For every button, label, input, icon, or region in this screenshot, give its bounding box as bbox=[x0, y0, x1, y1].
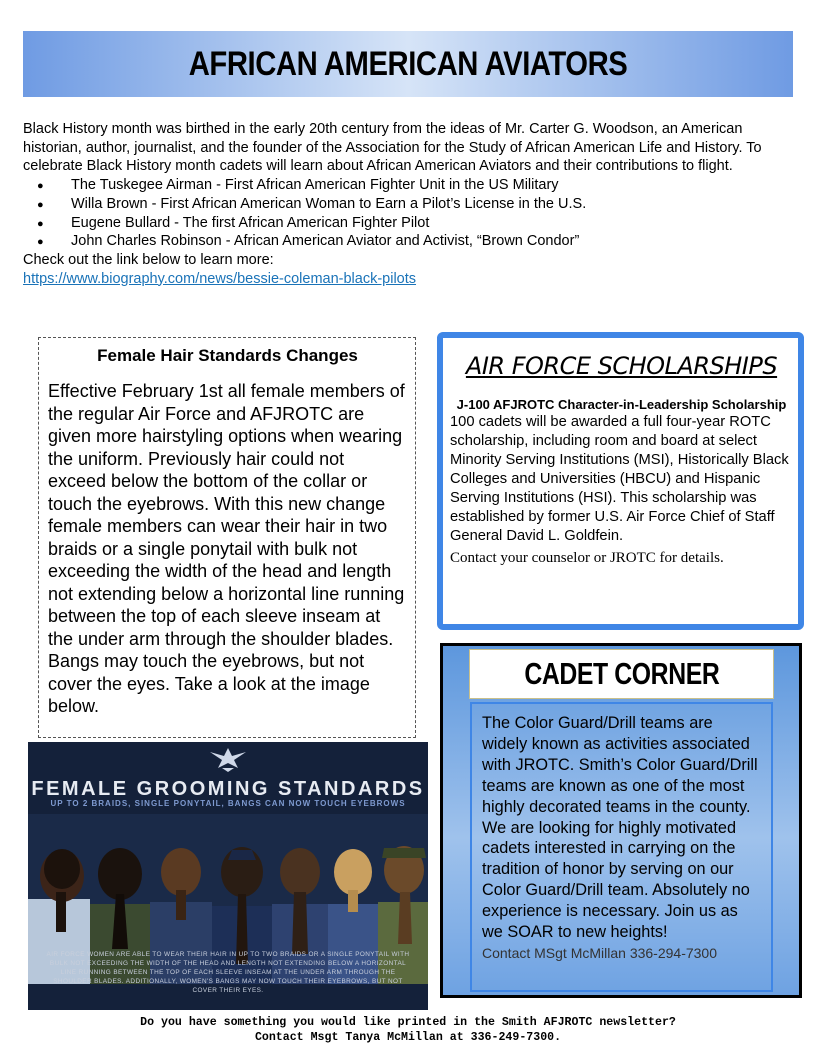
page-title: AFRICAN AMERICAN AVIATORS bbox=[188, 44, 628, 83]
image-title: FEMALE GROOMING STANDARDS bbox=[31, 778, 425, 800]
list-item: ● John Charles Robinson - African American Aviator and Activist, “Brown Condor” bbox=[23, 232, 788, 251]
hair-standards-box bbox=[38, 337, 416, 738]
scholarships-box bbox=[437, 332, 804, 630]
hair-standards-title: Female Hair Standards Changes bbox=[97, 346, 358, 365]
scholarship-contact: Contact your counselor or JROTC for details. bbox=[450, 550, 724, 566]
aviator-list bbox=[23, 176, 788, 251]
title-banner bbox=[23, 31, 793, 97]
image-subtitle: UP TO 2 BRAIDS, SINGLE PONYTAIL, BANGS CAN NOW TOUCH EYEBROWS bbox=[50, 799, 406, 808]
list-item: ● The Tuskegee Airman - First African American Fighter Unit in the US Military bbox=[23, 176, 788, 195]
intro-paragraph: Black History month was birthed in the early 20th century from the ideas of Mr. Carter G. Woodson, an American historian, author, journalist, and the founder of the Association for the Study of African American Life and History. To celebrate Black History month cadets will learn about African American Aviators and their contributions to flight. bbox=[23, 121, 762, 175]
cadet-corner-header bbox=[469, 649, 774, 699]
cadet-corner-body: The Color Guard/Drill teams are widely known as activities associated with JROTC. Smith’s Color Guard/Drill teams are known as one of the most highly decorated teams in the county. We are looking for highly motivated cadets interested in carrying on the tradition of honor by serving on our Color Guard/Drill team. Absolutely no experience is necessary. Join us as we SOAR to new heights! bbox=[482, 714, 758, 942]
image-caption: AIR FORCE WOMEN ARE ABLE TO WEAR THEIR HAIR IN UP TO TWO BRAIDS OR A SINGLE PONYTAIL WITH BULK NOT EXCEEDING THE WIDTH OF THE HEAD AND LENGTH NOT EXTENDING BELOW A HORIZONTAL LINE RUNNING BETWEEN THE TOP OF EACH SLEEVE INSEAM AT THE UNDER ARM THROUGH THE SHOULDER BLADES. ADDITIONALLY, WOMEN'S BANGS MAY NOW TOUCH THEIR EYEBROWS, BUT NOT COVER THEIR EYES. bbox=[46, 951, 410, 994]
list-item: ● Willa Brown - First African American Woman to Earn a Pilot’s License in the U.S. bbox=[23, 195, 788, 214]
cadet-corner-content bbox=[470, 702, 773, 992]
air-force-wings-icon bbox=[208, 746, 248, 772]
intro-section bbox=[23, 120, 788, 288]
footer-line-2: Contact Msgt Tanya McMillan at 336-249-7300. bbox=[254, 1031, 562, 1044]
list-item: ● Eugene Bullard - The first African American Fighter Pilot bbox=[23, 214, 788, 233]
footer-line-1: Do you have something you would like printed in the Smith AFJROTC newsletter? bbox=[140, 1016, 676, 1029]
scholarships-title: AIR FORCE SCHOLARSHIPS bbox=[465, 352, 778, 380]
cadet-corner-contact: Contact MSgt McMillan 336-294-7300 bbox=[482, 944, 718, 961]
scholarship-name: J-100 AFJROTC Character-in-Leadership Scholarship bbox=[456, 397, 787, 412]
footer-note bbox=[0, 1015, 816, 1045]
scholarship-body: 100 cadets will be awarded a full four-year ROTC scholarship, including room and board at select Minority Serving Institutions (MSI), Historically Black Colleges and Universities (HBCU) and Hispanic Serving Institutions (HSI). This scholarship was established by former U.S. Air Force Chief of Staff General David L. Goldfein. bbox=[450, 414, 789, 544]
link-prompt: Check out the link below to learn more: bbox=[23, 251, 274, 268]
cadet-corner-title: CADET CORNER bbox=[523, 656, 719, 691]
hair-standards-body: Effective February 1st all female members of the regular Air Force and AFJROTC are given more hairstyling options when wearing the uniform. Previously hair could not exceed below the bottom of the collar or touch the eyebrows. With this new change female members can wear their hair in two braids or a single ponytail with bulk not exceeding the width of the head and length not extending below a horizontal line running between the top of each sleeve inseam at the under arm through the shoulder blades. Bangs may touch the eyebrows, but not cover the eyes. Take a look at the image below. bbox=[48, 381, 405, 716]
biography-link[interactable]: https://www.biography.com/news/bessie-coleman-black-pilots bbox=[23, 270, 417, 287]
cadet-corner-box bbox=[440, 643, 802, 998]
grooming-standards-image bbox=[28, 742, 428, 1010]
